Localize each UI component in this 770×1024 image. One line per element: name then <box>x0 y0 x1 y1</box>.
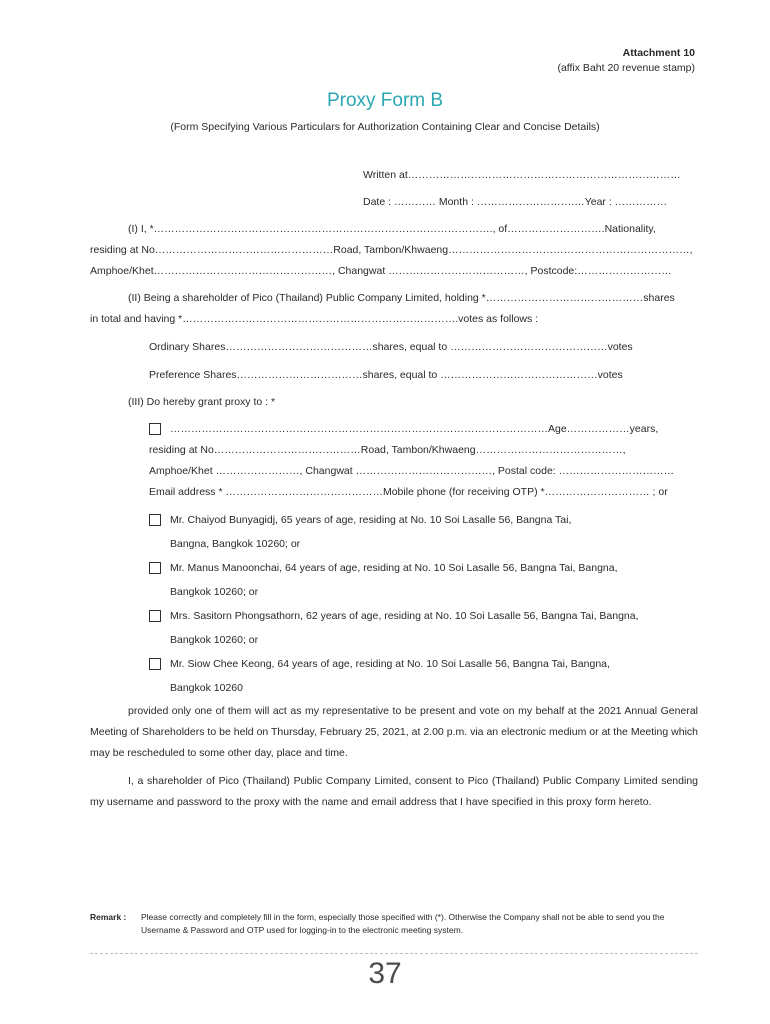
revenue-stamp-note: (affix Baht 20 revenue stamp) <box>557 62 695 74</box>
shares-held-field[interactable]: (II) Being a shareholder of Pico (Thailand) Public Company Limited, holding *………………………………………shares <box>128 292 675 304</box>
grant-proxy-heading: (III) Do hereby grant proxy to : * <box>128 396 276 408</box>
director-line: Bangkok 10260; or <box>170 586 259 598</box>
date-field[interactable]: Date : ………… Month : ……………………….…Year : …………… <box>363 196 668 208</box>
page-number: 37 <box>368 957 402 990</box>
shareholder-district-field[interactable]: Amphoe/Khet……………………………………………, Changwat …………………………………, Postcode:……………………… <box>90 265 672 277</box>
director-checkbox-siow[interactable] <box>149 658 161 670</box>
director-line: Mr. Siow Chee Keong, 64 years of age, residing at No. 10 Soi Lasalle 56, Bangna Tai, Bangna, <box>170 658 610 670</box>
page-subtitle: (Form Specifying Various Particulars for Authorization Containing Clear and Concise Details) <box>170 121 600 133</box>
proxy-name-age-field[interactable]: ………………………………………………………………………………………………Age………………years, <box>170 423 659 435</box>
director-option-manus <box>170 556 698 604</box>
proxy-checkbox-custom[interactable] <box>149 423 161 435</box>
director-option-chaiyod <box>170 508 698 556</box>
attachment-header <box>557 46 695 76</box>
footer-divider <box>90 953 698 954</box>
director-option-sasitorn <box>170 604 698 652</box>
director-checkbox-manus[interactable] <box>149 562 161 574</box>
proxy-address-field[interactable]: residing at No……………………………………Road, Tambon/Khwaeng……………………………………, <box>149 444 626 456</box>
director-line: Bangkok 10260 <box>170 682 243 694</box>
director-line: Mrs. Sasitorn Phongsathorn, 62 years of age, residing at No. 10 Soi Lasalle 56, Bangna Tai, Bangna, <box>170 610 639 622</box>
director-checkbox-sasitorn[interactable] <box>149 610 161 622</box>
votes-field[interactable]: in total and having *…………………………………………………………………….votes as follows : <box>90 313 539 325</box>
director-line: Bangna, Bangkok 10260; or <box>170 538 301 550</box>
director-checkbox-chaiyod[interactable] <box>149 514 161 526</box>
consent-paragraph: I, a shareholder of Pico (Thailand) Public Company Limited, consent to Pico (Thailand) Public Company Limited sending my username and password to the proxy with the name and email address that I have specified in this proxy form hereto. <box>90 775 698 808</box>
ordinary-shares-field[interactable]: Ordinary Shares……………………………………shares, equal to ………………………………………votes <box>149 341 633 353</box>
shareholder-address-field[interactable]: residing at No……………………………………………Road, Tambon/Khwaeng……………………………………………………………, <box>90 244 693 256</box>
director-line: Mr. Manus Manoonchai, 64 years of age, residing at No. 10 Soi Lasalle 56, Bangna Tai, Bangna, <box>170 562 618 574</box>
shareholder-name-field[interactable]: (I) I, *……………………………………………………………………………………., of……………………….Nationality, <box>128 223 656 235</box>
written-at-field[interactable]: Written at…………………………………………………………………… <box>363 169 681 181</box>
attachment-label: Attachment 10 <box>622 47 695 59</box>
proxy-terms-paragraph: provided only one of them will act as my representative to be present and vote on my behalf at the 2021 Annual General Meeting of Shareholders to be held on Thursday, February 25, 2021, at 2.00 p.m. via an electronic medium or at the Meeting which may be rescheduled to some other day, place and time. <box>90 705 698 759</box>
proxy-district-field[interactable]: Amphoe/Khet ……………………, Changwat …………………………………, Postal code: …………………………… <box>149 465 675 477</box>
director-line: Mr. Chaiyod Bunyagidj, 65 years of age, residing at No. 10 Soi Lasalle 56, Bangna Tai, <box>170 514 572 526</box>
preference-shares-field[interactable]: Preference Shares………………………………shares, equal to ………………………………………votes <box>149 369 623 381</box>
page-title: Proxy Form B <box>326 90 444 111</box>
director-option-siow <box>170 652 698 700</box>
proxy-email-phone-field[interactable]: Email address * ………………………………………Mobile phone (for receiving OTP) *………………………… ; or <box>149 486 668 498</box>
director-line: Bangkok 10260; or <box>170 634 259 646</box>
remark-label: Remark : <box>90 912 127 922</box>
remark-text: Please correctly and completely fill in the form, especially those specified with (*). Otherwise the Company shall not be able to send you the Username & Password and OTP used for logging-in to the electronic meeting system. <box>141 912 665 935</box>
